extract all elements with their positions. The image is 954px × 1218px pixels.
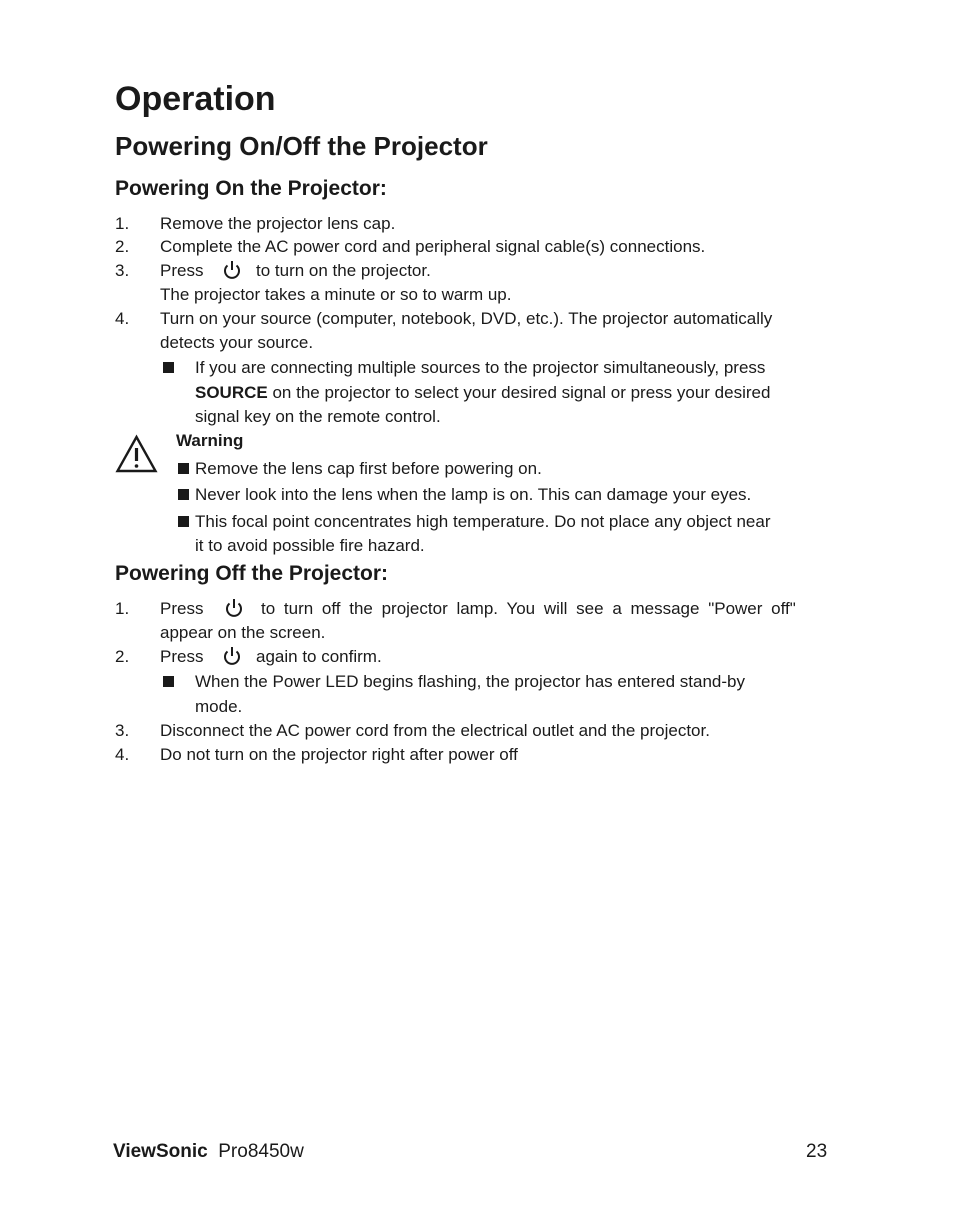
- warning-icon: [115, 434, 158, 474]
- on-item-3-press: Press: [160, 261, 204, 280]
- off-item-1-text: to turn off the projector lamp. You will see a message "Power off": [261, 599, 796, 618]
- off-item-1-line2: appear on the screen.: [160, 623, 326, 642]
- on-item-1-text: Remove the projector lens cap.: [160, 214, 396, 233]
- powering-off-heading: Powering Off the Projector:: [115, 562, 389, 585]
- bullet-square: [178, 463, 189, 474]
- on-item-2-number: 2.: [115, 237, 130, 256]
- off-item-3-text: Disconnect the AC power cord from the electrical outlet and the projector.: [160, 721, 710, 740]
- off-note-line1: When the Power LED begins flashing, the projector has entered stand-by: [195, 672, 745, 691]
- page-number: 23: [806, 1141, 828, 1162]
- warning-item-1: Remove the lens cap first before powering on.: [195, 459, 542, 478]
- off-item-1-press: Press: [160, 599, 204, 618]
- power-icon: [224, 597, 244, 619]
- warning-item-3-line1: This focal point concentrates high temperature. Do not place any object near: [195, 512, 771, 531]
- off-item-2-text: again to confirm.: [256, 647, 382, 666]
- on-note-line2: [195, 383, 770, 403]
- off-item-4-text: Do not turn on the projector right after power off: [160, 745, 518, 764]
- footer-product: [113, 1141, 304, 1163]
- on-item-2-text: Complete the AC power cord and peripheral signal cable(s) connections.: [160, 237, 706, 256]
- footer-brand: ViewSonic: [113, 1141, 208, 1162]
- power-icon: [222, 645, 242, 667]
- off-item-3-number: 3.: [115, 721, 130, 740]
- power-icon: [222, 259, 242, 281]
- on-item-4-line1: Turn on your source (computer, notebook, DVD, etc.). The projector automatically: [160, 309, 773, 328]
- on-item-1-number: 1.: [115, 214, 130, 233]
- off-note-line2: mode.: [195, 697, 243, 716]
- source-key-label: SOURCE: [195, 383, 268, 402]
- bullet-square: [178, 516, 189, 527]
- bullet-square: [163, 362, 174, 373]
- warning-item-3-line2: it to avoid possible fire hazard.: [195, 536, 425, 555]
- on-item-3-number: 3.: [115, 261, 130, 280]
- on-note-line2-rest: on the projector to select your desired signal or press your desired: [267, 383, 771, 402]
- off-item-2-press: Press: [160, 647, 204, 666]
- footer-model: Pro8450w: [218, 1141, 304, 1162]
- off-item-4-number: 4.: [115, 745, 130, 764]
- warning-item-2: Never look into the lens when the lamp is on. This can damage your eyes.: [195, 485, 752, 504]
- on-note-line1: If you are connecting multiple sources to the projector simultaneously, press: [195, 358, 766, 377]
- on-item-3-continuation: The projector takes a minute or so to warm up.: [160, 285, 512, 304]
- bullet-square: [178, 489, 189, 500]
- off-item-1-number: 1.: [115, 599, 130, 618]
- bullet-square: [163, 676, 174, 687]
- on-item-4-number: 4.: [115, 309, 130, 328]
- on-item-4-line2: detects your source.: [160, 333, 314, 352]
- section-title: Powering On/Off the Projector: [115, 131, 488, 161]
- powering-on-heading: Powering On the Projector:: [115, 177, 387, 200]
- off-item-2-number: 2.: [115, 647, 130, 666]
- on-item-3-text: to turn on the projector.: [256, 261, 431, 280]
- page-title: Operation: [115, 80, 276, 118]
- warning-label: Warning: [176, 431, 244, 450]
- on-note-line3: signal key on the remote control.: [195, 407, 441, 426]
